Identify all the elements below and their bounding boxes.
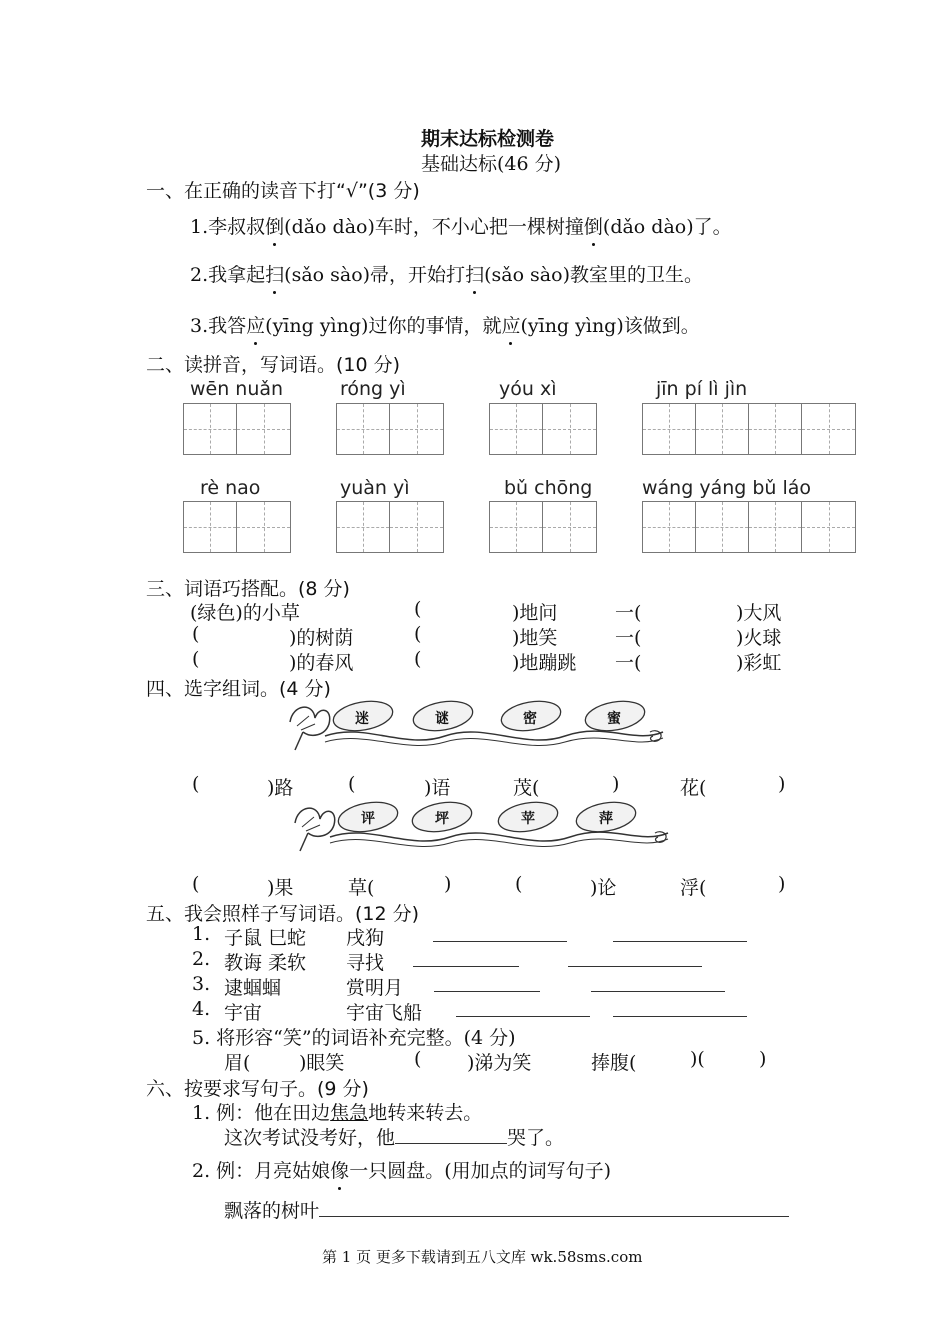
s6-question-2: 2. 例：月亮姑娘像一只圆盘。(用加点的词写句子) — [192, 1156, 611, 1183]
s5-number: 2. — [192, 948, 211, 970]
s3-item: 一( — [615, 627, 642, 649]
s4-item: 茂( — [513, 777, 540, 799]
page-title: 期末达标检测卷 — [421, 128, 555, 150]
s5-prompt: 寻找 — [346, 952, 385, 974]
s4-item: 浮( — [680, 877, 707, 899]
section-5-heading: 五、我会照样子写词语。(12 分) — [146, 903, 420, 925]
leaf-character: 评 — [361, 811, 375, 827]
s4-item: )论 — [590, 877, 617, 899]
pinyin-label: wēn nuǎn — [190, 378, 284, 400]
s5-item: )眼笑 — [299, 1052, 345, 1074]
s5-example: 宇宙 — [224, 1002, 263, 1024]
pinyin-label: yuàn yì — [340, 477, 410, 499]
leaf-character: 谜 — [435, 711, 449, 727]
tianzige-box[interactable] — [489, 501, 597, 553]
s3-item: )地蹦跳 — [512, 652, 577, 674]
s4-item: ) — [778, 773, 786, 795]
answer-blank[interactable] — [319, 1200, 789, 1217]
tianzige-box[interactable] — [183, 403, 291, 455]
s3-item: ( — [414, 598, 422, 620]
leaf-character: 坪 — [435, 811, 449, 827]
s4-item: ) — [778, 873, 786, 895]
leaf-character: 萍 — [599, 811, 613, 827]
s3-item: 一( — [615, 652, 642, 674]
s3-item: (绿色)的小草 — [190, 602, 300, 624]
s4-item: ) — [612, 773, 620, 795]
s3-item: ( — [414, 648, 422, 670]
s1-question-3: 3.我答应(yīng yìng)过你的事情，就应(yīng yìng)该做到。 — [190, 311, 700, 338]
s5-item: ( — [414, 1048, 422, 1070]
tianzige-box[interactable] — [642, 501, 856, 553]
s3-item: )地笑 — [512, 627, 558, 649]
s5-item: 眉( — [224, 1052, 251, 1074]
s5-example: 逮蝈蝈 — [224, 977, 282, 999]
s3-item: )的树荫 — [289, 627, 354, 649]
leaf-character: 苹 — [521, 811, 535, 827]
tianzige-box[interactable] — [336, 501, 444, 553]
page-subtitle: 基础达标(46 分) — [421, 153, 562, 175]
s4-item: 草( — [348, 877, 375, 899]
s4-item: )语 — [424, 777, 451, 799]
answer-blank[interactable] — [613, 1004, 747, 1017]
s3-item: ( — [192, 648, 200, 670]
s4-item: 花( — [680, 777, 707, 799]
s3-item: )大风 — [736, 602, 782, 624]
pinyin-label: bǔ chōng — [504, 477, 593, 499]
s5-number: 4. — [192, 998, 211, 1020]
s5-prompt: 戌狗 — [346, 927, 385, 949]
answer-blank[interactable] — [456, 1004, 590, 1017]
s3-item: )的春风 — [289, 652, 354, 674]
s5-number: 3. — [192, 973, 211, 995]
leaf-banner-2 — [290, 793, 675, 855]
answer-blank[interactable] — [613, 929, 747, 942]
s5-item: )涕为笑 — [467, 1052, 532, 1074]
leaf-character: 密 — [523, 711, 537, 727]
s4-item: ( — [348, 773, 356, 795]
s5-example: 教诲 柔软 — [224, 952, 307, 974]
s6-question-1: 1. 例：他在田边焦急地转来转去。 — [192, 1102, 483, 1124]
section-2-heading: 二、读拼音，写词语。(10 分) — [146, 354, 401, 376]
answer-blank[interactable] — [434, 979, 540, 992]
section-4-heading: 四、选字组词。(4 分) — [146, 678, 331, 700]
s4-item: )果 — [267, 877, 294, 899]
s5-item: )( — [690, 1048, 705, 1070]
answer-blank[interactable] — [433, 929, 567, 942]
section-6-heading: 六、按要求写句子。(9 分) — [146, 1078, 369, 1100]
page-footer: 第 1 页 更多下载请到五八文库 wk.58sms.com — [322, 1248, 643, 1266]
s4-item: ( — [192, 773, 200, 795]
s5-item: ) — [759, 1048, 767, 1070]
s4-item: ) — [444, 873, 452, 895]
s3-item: ( — [414, 623, 422, 645]
leaf-character: 迷 — [355, 711, 369, 727]
pinyin-label: rè nao — [200, 477, 261, 499]
s4-item: ( — [515, 873, 523, 895]
s6-question-2-task: 飘落的树叶 — [224, 1196, 789, 1223]
pinyin-label: wáng yáng bǔ láo — [642, 477, 812, 499]
tianzige-box[interactable] — [336, 403, 444, 455]
s5-question-5: 5. 将形容“笑”的词语补充完整。(4 分) — [192, 1027, 516, 1049]
s3-item: ( — [192, 623, 200, 645]
section-1-heading: 一、在正确的读音下打“√”(3 分) — [146, 180, 420, 202]
s3-item: )彩虹 — [736, 652, 782, 674]
s6-question-1-task: 这次考试没考好，他 哭了。 — [224, 1127, 565, 1149]
pinyin-label: jīn pí lì jìn — [656, 378, 748, 400]
tianzige-box[interactable] — [183, 501, 291, 553]
tianzige-box[interactable] — [642, 403, 856, 455]
s1-question-2: 2.我拿起扫(sǎo sào)帚，开始打扫(sǎo sào)教室里的卫生。 — [190, 260, 703, 287]
answer-blank[interactable] — [395, 1129, 507, 1144]
leaf-character: 蜜 — [607, 711, 621, 727]
answer-blank[interactable] — [413, 954, 519, 967]
s5-example: 子鼠 巳蛇 — [224, 927, 307, 949]
s4-item: )路 — [267, 777, 294, 799]
s4-item: ( — [192, 873, 200, 895]
s5-number: 1. — [192, 923, 211, 945]
pinyin-label: yóu xì — [499, 378, 557, 400]
s3-item: 一( — [615, 602, 642, 624]
s1-question-1: 1.李叔叔倒(dǎo dào)车时，不小心把一棵树撞倒(dǎo dào)了。 — [190, 212, 732, 239]
s5-prompt: 赏明月 — [346, 977, 404, 999]
s5-prompt: 宇宙飞船 — [346, 1002, 423, 1024]
s3-item: )地问 — [512, 602, 558, 624]
s5-item: 捧腹( — [591, 1052, 637, 1074]
answer-blank[interactable] — [591, 979, 725, 992]
pinyin-label: róng yì — [340, 378, 406, 400]
answer-blank[interactable] — [568, 954, 702, 967]
s3-item: )火球 — [736, 627, 782, 649]
tianzige-box[interactable] — [489, 403, 597, 455]
section-3-heading: 三、词语巧搭配。(8 分) — [146, 578, 350, 600]
